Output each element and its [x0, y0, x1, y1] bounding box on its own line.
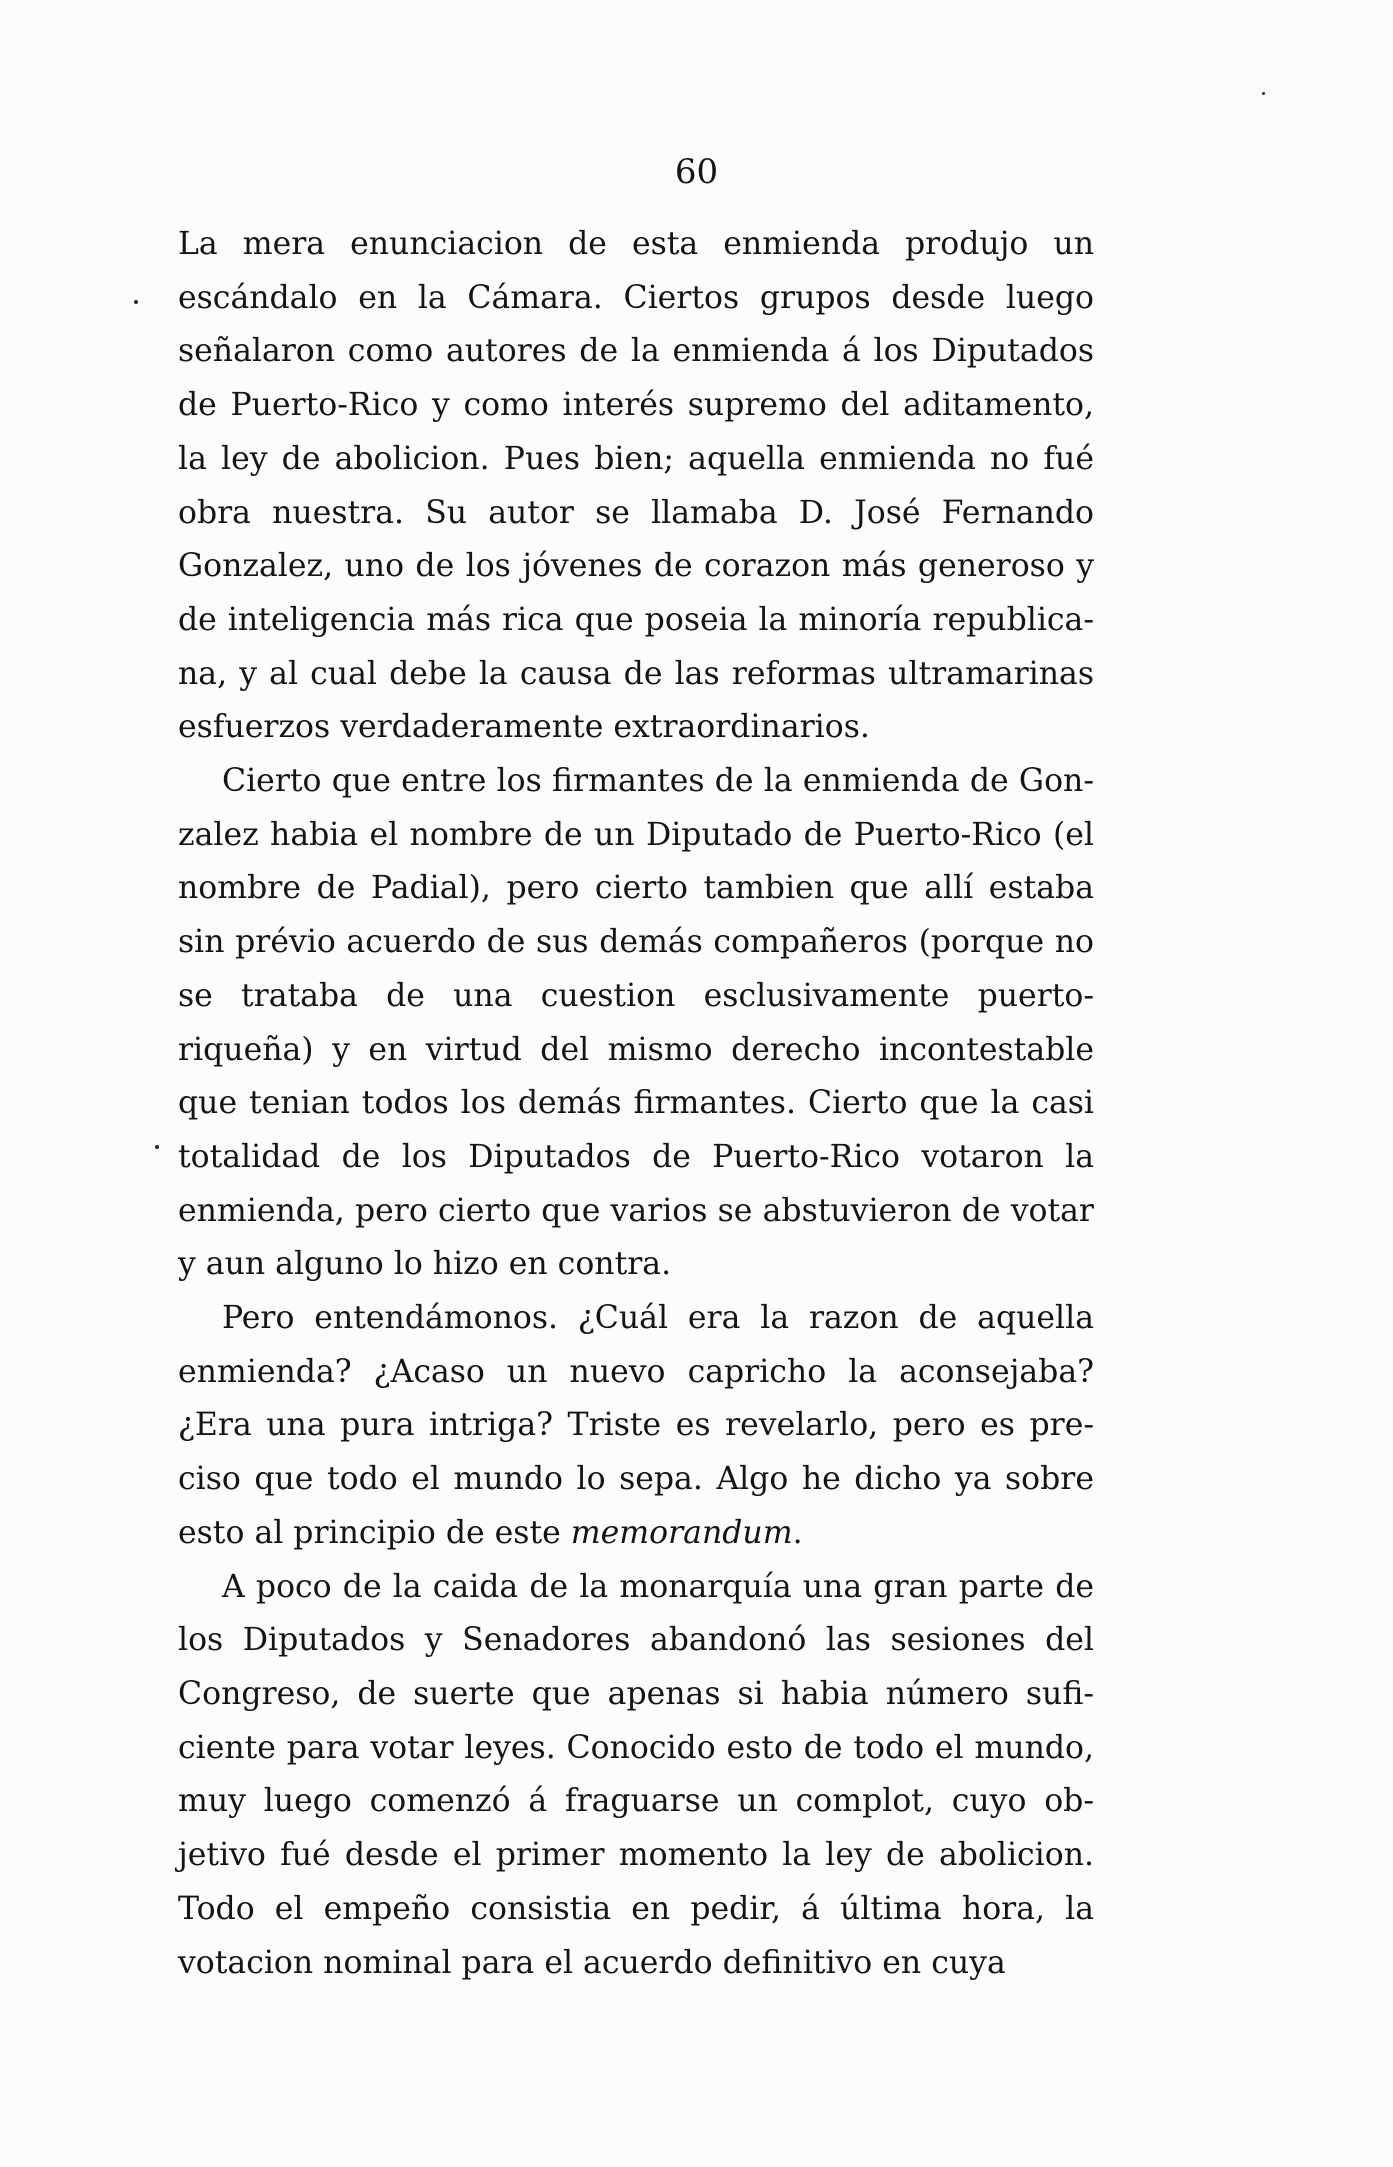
paragraph-2: Cierto que entre los firmantes de la enmienda de Gonzalez habia el nombre de un Diputado de Puerto-Rico (el nombre de Padial), pero cierto tambien que allí estaba sin prévio acuerdo de sus demás compañeros (porque no se trataba de una cuestion esclusivamente puerto-riqueña) y en virtud del mismo derecho incontestable que tenian todos los demás firmantes. Cierto que la casi totalidad de los Diputados de Puerto-Rico votaron la enmienda, pero cierto que varios se abstuvieron de votar y aun alguno lo hizo en contra. [178, 763, 1094, 1283]
paragraph-3 [178, 1292, 1094, 1561]
paragraph-1: La mera enunciacion de esta enmienda produjo un escándalo en la Cámara. Ciertos grupos desde luego señalaron como autores de la enmienda á los Diputados de Puerto-Rico y como interés supremo del aditamento, la ley de abolicion. Pues bien; aquella enmienda no fué obra nuestra. Su autor se llamaba D. José Fernando Gonzalez, uno de los jóvenes de corazon más generoso y de inteligencia más rica que poseia la minoría republicana, y al cual debe la causa de las reformas ultramarinas esfuerzos verdaderamente extraordinarios. [178, 226, 1094, 746]
paragraph-4: A poco de la caida de la monarquía una gran parte de los Diputados y Senadores abandonó las sesiones del Congreso, de suerte que apenas si habia número suficiente para votar leyes. Conocido esto de todo el mundo, muy luego comenzó á fraguarse un complot, cuyo objetivo fué desde el primer momento la ley de abolicion. Todo el empeño consistia en pedir, á última hora, la votacion nominal para el acuerdo definitivo en cuya [178, 1568, 1094, 1981]
ink-speck [134, 300, 138, 304]
ink-speck [1262, 92, 1265, 95]
page-number: 60 [674, 152, 719, 192]
paragraph-3-text: Pero entendámonos. ¿Cuál era la razon de aquella enmienda? ¿Acaso un nuevo capricho la aconsejaba? ¿Era una pura intriga? Triste es revelarlo, pero es preciso que todo el mundo lo sepa. Algo he dicho ya sobre esto al principio de este [178, 1300, 1094, 1551]
memorandum-italic: memorandum [570, 1514, 793, 1551]
paragraph-3-end: . [792, 1514, 803, 1551]
ink-speck [155, 1145, 159, 1149]
body-text [178, 218, 1094, 1990]
